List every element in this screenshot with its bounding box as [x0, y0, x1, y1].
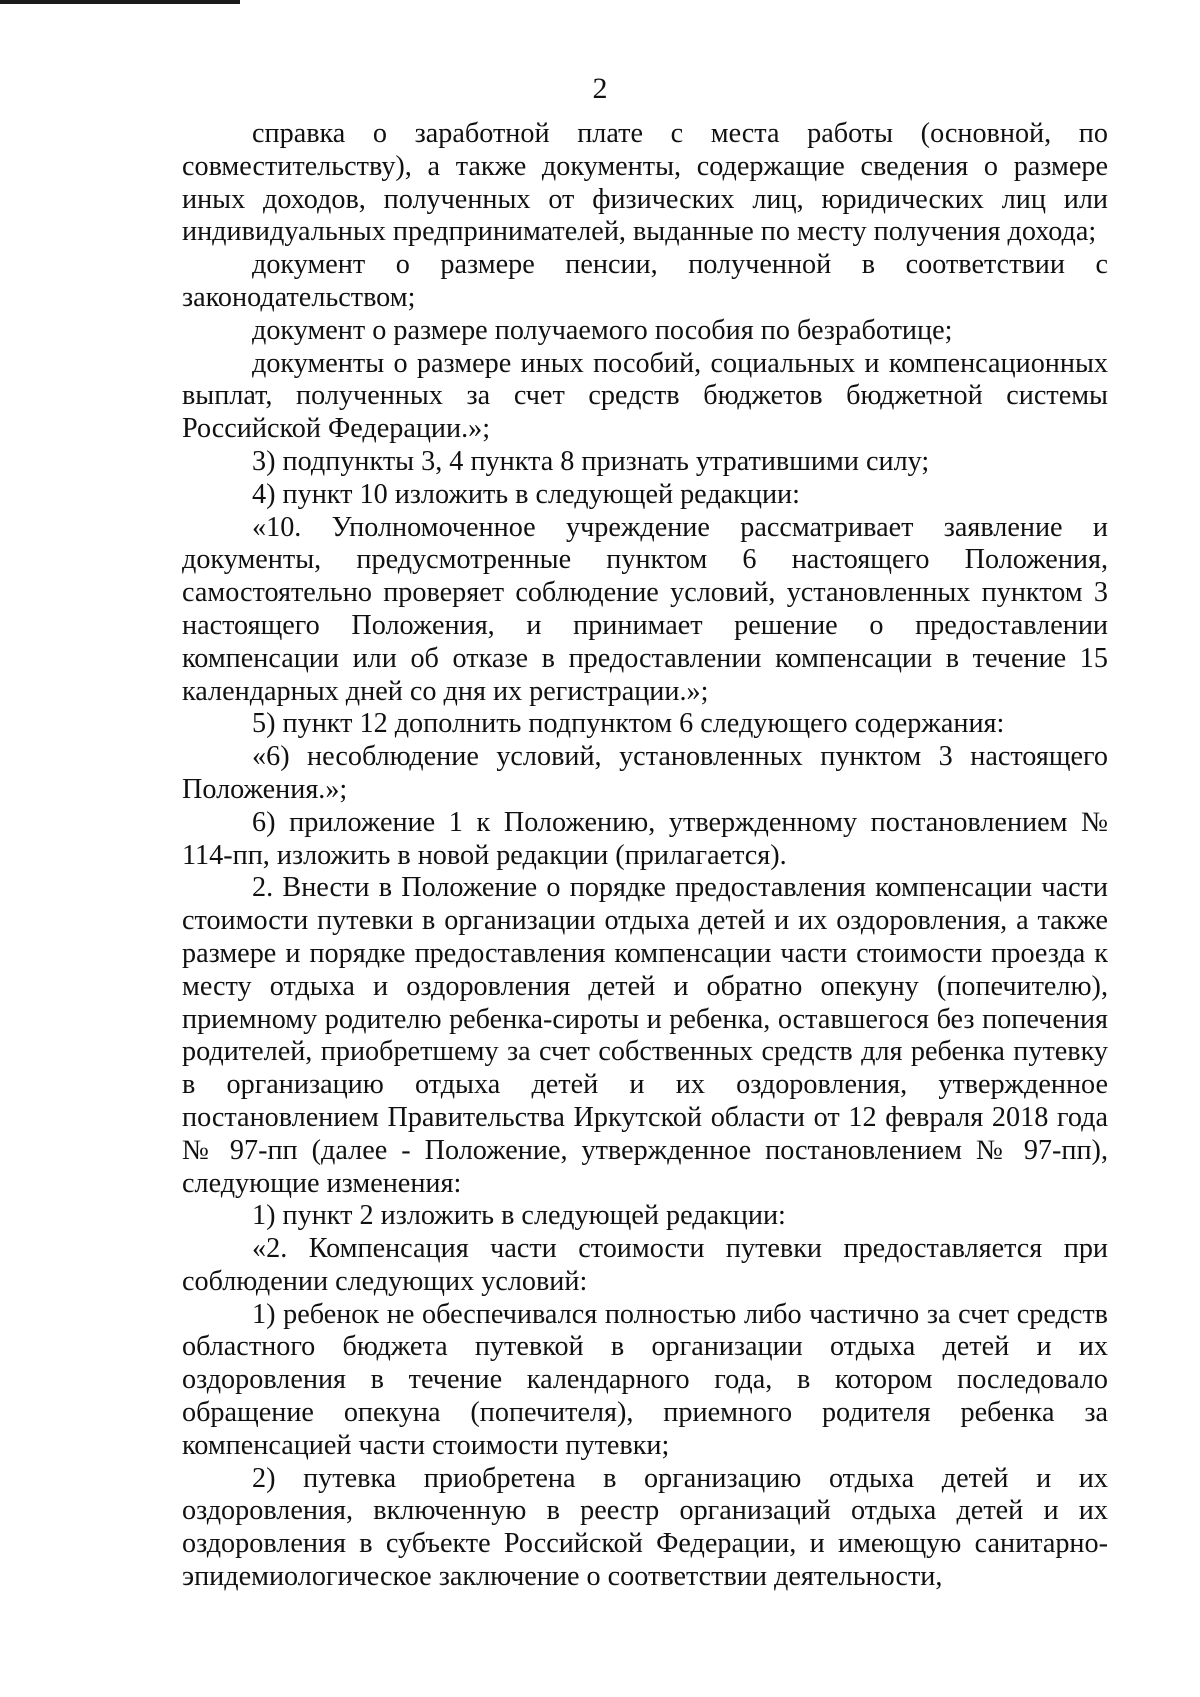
document-body	[182, 118, 1108, 1594]
top-rule-line	[0, 0, 240, 4]
page-number: 2	[592, 72, 608, 105]
paragraph: 6) приложение 1 к Положению, утвержденному постановлением № 114-пп, изложить в новой редакции (прилагается).	[182, 806, 1108, 871]
paragraph: документ о размере пенсии, полученной в соответствии с законодательством;	[182, 249, 1108, 313]
paragraph: 1) ребенок не обеспечивался полностью либо частично за счет средств областного бюджета путевкой в организации отдыха детей и их оздоровления в течение календарного года, в котором последовало обращение опекуна (попечителя), приемного родителя ребенка за компенсацией части стоимости путевки;	[182, 1298, 1108, 1461]
paragraph: документ о размере получаемого пособия по безработице;	[252, 314, 953, 346]
paragraph: 2. Внести в Положение о порядке предоставления компенсации части стоимости путевки в организации отдыха детей и их оздоровления, а также размере и порядке предоставления компенсации части стоимости проезда к месту отдыха и оздоровления детей и обратно опекуну (попечителю), приемному родителю ребенка-сироты и ребенка, оставшегося без попечения родителей, приобретшему за счет собственных средств для ребенка путевку в организацию отдыха детей и их оздоровления, утвержденное постановлением Правительства Иркутской области от 12 февраля 2018 года № 97-пп (далее - Положение, утвержденное постановлением № 97-пп), следующие изменения:	[182, 872, 1108, 1199]
paragraph: документы о размере иных пособий, социальных и компенсационных выплат, полученных за счет средств бюджетов бюджетной системы Российской Федерации.»;	[182, 347, 1108, 445]
paragraph: 3) подпункты 3, 4 пункта 8 признать утратившими силу;	[252, 445, 930, 477]
paragraph: 5) пункт 12 дополнить подпунктом 6 следующего содержания:	[252, 708, 1005, 740]
paragraph: 1) пункт 2 изложить в следующей редакции:	[252, 1200, 786, 1232]
paragraph: справка о заработной плате с места работы (основной, по совместительству), а также документы, содержащие сведения о размере иных доходов, полученных от физических лиц, юридических лиц или индивидуальных предпринимателей, выданные по месту получения дохода;	[182, 118, 1108, 248]
paragraph: 2) путевка приобретена в организацию отдыха детей и их оздоровления, включенную в реестр организаций отдыха детей и их оздоровления в субъекте Российской Федерации, и имеющую санитарно-эпидемиологическое заключение о соответствии деятельности,	[182, 1462, 1108, 1593]
paragraph: 4) пункт 10 изложить в следующей редакции:	[252, 478, 800, 510]
paragraph: «6) несоблюдение условий, установленных пунктом 3 настоящего Положения.»;	[182, 741, 1108, 805]
paragraph: «10. Уполномоченное учреждение рассматривает заявление и документы, предусмотренные пунктом 6 настоящего Положения, самостоятельно проверяет соблюдение условий, установленных пунктом 3 настоящего Положения, и принимает решение о предоставлении компенсации или об отказе в предоставлении компенсации в течение 15 календарных дней со дня их регистрации.»;	[182, 511, 1108, 707]
paragraph: «2. Компенсация части стоимости путевки предоставляется при соблюдении следующих условий:	[182, 1233, 1108, 1297]
